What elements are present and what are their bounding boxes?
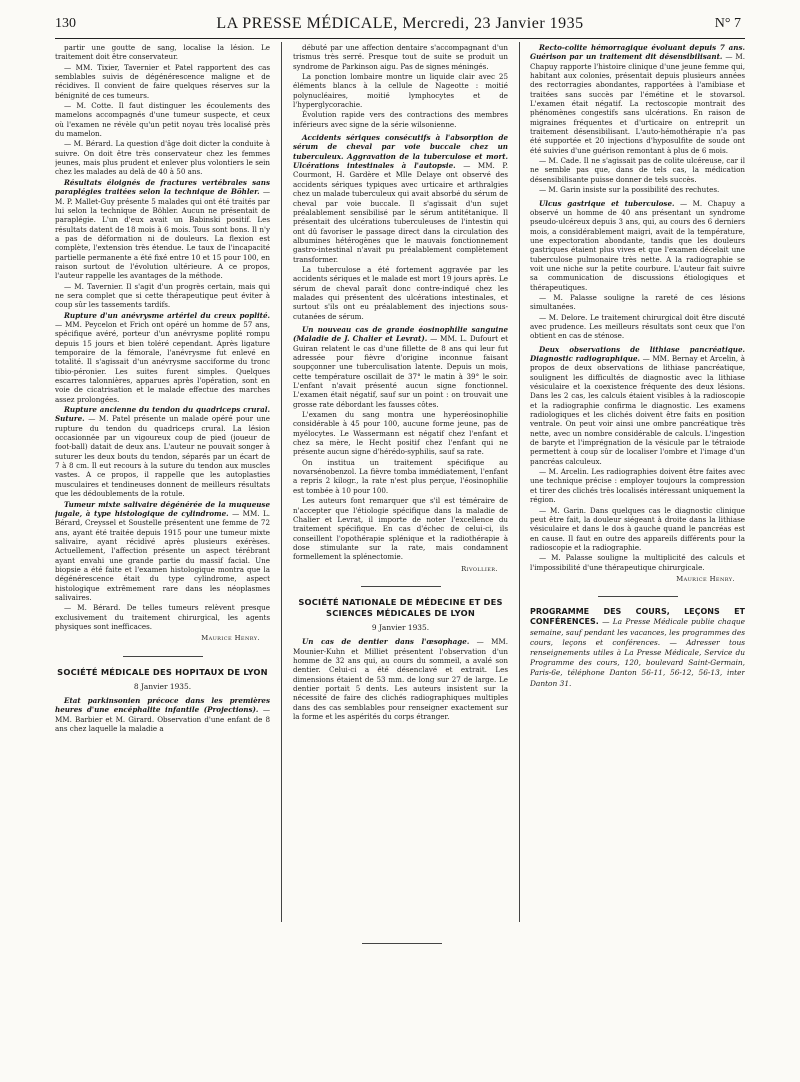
- section-title: SOCIÉTÉ NATIONALE DE MÉDECINE ET DES SCIENCES MÉDICALES DE LYON: [298, 596, 503, 618]
- journal-title: LA PRESSE MÉDICALE, Mercredi, 23 Janvier 1935: [216, 15, 584, 32]
- article-heading: Un nouveau cas de grande éosinophilie sanguine (Maladie de J. Chalier et Levrat).: [293, 324, 508, 344]
- divider: [598, 596, 678, 597]
- page-number: 130: [55, 16, 76, 31]
- section-date: 9 Janvier 1935.: [371, 622, 430, 632]
- paragraph: débuté par une affection dentaire s'accompagnant d'un trismus très serré. Presque tout de suite se produit un syndrome de Parkinson aigu. Pas de signes méningés.: [293, 43, 508, 71]
- article-heading: Ulcus gastrique et tuberculose.: [539, 198, 675, 208]
- paragraph: — M. Garin. Dans quelques cas le diagnostic clinique peut être fait, la douleur siégeant à droite dans la lithiase vésiculaire et dans le dos à gauche quand le pancréas est en cause. Il faut en outre des appareils différents pour la radioscopie et la radiographie.: [530, 505, 745, 552]
- program-heading: PROGRAMME DES COURS, LEÇONS ET CONFÉRENCES.: [530, 607, 745, 627]
- paragraph: — M. Bérard. De telles tumeurs relèvent presque exclusivement du traitement chirurgical, les agents physiques sont inefficaces.: [55, 603, 270, 631]
- paragraph: — M. Delore. Le traitement chirurgical doit être discuté avec prudence. Les meilleurs résultats sont ceux que l'on obtient en cas de sténose.: [530, 312, 745, 341]
- author-signature: Maurice Henry.: [201, 634, 260, 643]
- article-heading: Etat parkinsonien précoce dans les premières heures d'une encéphalite infantile (Projections).: [55, 696, 270, 715]
- paragraph: On institua un traitement spécifique au novarsénobenzol. La fièvre tomba immédiatement, l'enfant a repris 2 kilogr., la rate n'est plus perçue, l'éosinophilie est tombée à 10 pour 100.: [293, 457, 508, 495]
- article-heading: Rupture ancienne du tendon du quadriceps crural. Suture.: [55, 405, 270, 424]
- author-signature: Maurice Henry.: [676, 574, 735, 583]
- page-header: [55, 14, 745, 39]
- paragraph: — M. Chapuy a observé un homme de 40 ans présentant un syndrome pseudo-ulcéreux depuis 3 ans, qui, au cours des 6 derniers mois, a considérablement maigri, avait de la température, une expectoration abondante, tandis que les douleurs gastriques étaient plus vives et que l'examen décelait une tuberculose pulmonaire très nette. A la radiographie se voit une niche sur la petite courbure. L'auteur fait suivre sa communication de discussions étiologiques et thérapeutiques.: [530, 198, 745, 292]
- article-heading: Accidents sériques consécutifs à l'absorption de sérum de cheval par voie buccale chez un tuberculeux. Aggravation de la tuberculose et mort. Ulcérations intestinales à l'autopsie.: [293, 133, 508, 171]
- paragraph: — MM. L. Dufourt et Guiran relatent le cas d'une fillette de 8 ans qui leur fut adressée pour fièvre d'origine inconnue faisant soupçonner une tuberculisation latente. Depuis un mois, cette température oscillait de 37° le matin à 39° le soir. L'enfant n'avait présenté aucun signe fonctionnel. L'examen était négatif, sauf sur un point : on trouvait une grosse rate débordant les fausses côtes.: [293, 334, 508, 409]
- article-heading: Deux observations de lithiase pancréatique. Diagnostic radiographique.: [530, 344, 745, 363]
- paragraph: — M. Arcelin. Les radiographies doivent être faites avec une technique précise : employer toujours la compression et tirer des clichés très localisés intéressant uniquement la région.: [530, 467, 745, 505]
- divider: [361, 586, 441, 587]
- author-signature: Rivollier.: [461, 564, 498, 573]
- paragraph: — M. Cotte. Il faut distinguer les écoulements des mamelons accompagnés d'une tumeur suspecte, et ceux où l'examen ne révèle qu'un petit noyau très localisé près du mamelon.: [55, 101, 270, 139]
- column-rule-right: [519, 42, 520, 922]
- article-heading: Rupture d'un anévrysme artériel du creux poplité.: [64, 310, 270, 320]
- paragraph: partir une goutte de sang, localise la lésion. Le traitement doit être conservateur.: [55, 43, 270, 62]
- section-date: 8 Janvier 1935.: [133, 681, 192, 691]
- paragraph: — M. Bérard. La question d'âge doit dicter la conduite à suivre. On doit être très conservateur chez les femmes jeunes, mais plus prudent et enlever plus volontiers le sein chez les malades au delà de 40 à 50 ans.: [55, 139, 270, 177]
- paragraph: Les auteurs font remarquer que s'il est téméraire de n'accepter que l'étiologie spécifique dans la maladie de Chalier et Levrat, il importe de noter l'excellence du traitement spécifique. En cas d'échec de celui-ci, ils conseillent l'opothérapie splénique et la radiothérapie à dose stimulante sur la rate, mais condamnent formellement la splénectomie.: [293, 496, 508, 562]
- article-heading: Recto-colite hémorragique évoluant depuis 7 ans. Guérison par un traitement dit désensibilisant.: [530, 43, 745, 62]
- paragraph: — MM. Barbier et M. Girard. Observation d'une enfant de 8 ans chez laquelle la maladie a: [55, 705, 270, 734]
- paragraph: — MM. P. Courmont, H. Gardère et Mlle Delaye ont observé des accidents sériques typiques avec urticaire et arthralgies chez un malade tuberculeux qui avait absorbé du sérum de cheval par voie buccale. Il s'agissait d'un sujet préalablement sensibilisé par le sérum antitétanique. Il présentait des ulcérations tuberculeuses de l'intestin qui ont dû favoriser le passage direct dans la circulation des albumines hétérogènes que le mauvais fonctionnement gastro-intestinal n'avait pu préalablement complètement transformer.: [293, 161, 508, 264]
- issue-number: N° 7: [714, 16, 741, 31]
- column-right: [530, 43, 745, 1043]
- paragraph: — MM. Bernay et Arcelin, à propos de deux observations de lithiase pancréatique, soulignent les difficultés de diagnostic avec la lithiase vésiculaire et la coexistence fréquente des deux lésions. Dans les 2 cas, les calculs étaient visibles à la radioscopie et la radiographie confirma le diagnostic. Les examens radiologiques et les clichés doivent être faits en position ventrale. On peut voir ainsi une ombre pancréatique très nette, avec un nombre considérable de calculs. L'ingestion de baryte et l'imprégnation de la vésicule par le tétraiode permettent à coup sûr de localiser l'ombre et l'image d'un pancréas calculeux.: [530, 354, 745, 466]
- paragraph: — M. Cade. Il ne s'agissait pas de colite ulcéreuse, car il ne semble pas que, dans de tels cas, la médication désensibilisante puisse donner de tels succès.: [530, 156, 745, 184]
- program-text: — La Presse Médicale publie chaque semaine, sauf pendant les vacances, les programmes des cours, leçons et conférences. — Adresser tous renseignements utiles à La Presse Médicale, Service du Programme des cours, 120, boulevard Saint-Germain, Paris-6e, téléphone Danton 56-11, 56-12, 56-13, inter Danton 31.: [530, 617, 745, 688]
- divider: [123, 656, 203, 657]
- paragraph: — MM. Mounier-Kuhn et Milliet présentent l'observation d'un homme de 32 ans qui, au cours du sommeil, a avalé son dentier. Celui-ci a été désenclavé et extrait. Les dimensions étaient de 53 mm. de long sur 27 de large. Le dentier portait 5 dents. Les auteurs insistent sur la nécessité de faire des clichés radiographiques multiples dans des cas semblables pour renseigner exactement sur la forme et les aspérités du corps étranger.: [293, 637, 508, 721]
- article-heading: Tumeur mixte salivaire dégénérée de la muqueuse jugale, à type histologique de cylindrome.: [55, 499, 270, 518]
- column-middle: [293, 43, 508, 1043]
- paragraph: — M. Tavernier. Il s'agit d'un progrès certain, mais qui ne sera complet que si cette thérapeutique peut éviter à coup sûr les tassements tardifs.: [55, 281, 270, 310]
- paragraph: — MM. Tixier, Tavernier et Patel rapportent des cas semblables suivis de dégénérescence maligne et de récidives. Il convient de faire quelques réserves sur la bénignité de ces tumeurs.: [55, 62, 270, 100]
- paragraph: — M. Garin insiste sur la possibilité des rechutes.: [539, 185, 720, 195]
- paragraph: — MM. Peycelon et Frich ont opéré un homme de 57 ans, spécifique avéré, porteur d'un anévrysme poplité rompu depuis 15 jours et bien toléré cependant. Après ligature temporaire de la fémorale, l'anévrysme fut enlevé en totalité. Il s'agissait d'un anévrysme sacciforme du tronc tibio-péronier. Les suites furent simples. Quelques escarres talonnières, apparues après l'opération, sont en voie de cicatrisation et le malade effectue des marches assez prolongées.: [55, 319, 270, 404]
- paragraph: Évolution rapide vers des contractions des membres inférieurs avec signe de la série wilsonienne.: [293, 110, 508, 129]
- article-heading: Résultats éloignés de fractures vertébrales sans paraplégies traitées selon la technique de Böhler.: [55, 177, 270, 197]
- article-heading: Un cas de dentier dans l'œsophage.: [302, 637, 470, 647]
- paragraph: La tuberculose a été fortement aggravée par les accidents sériques et le malade est mort 19 jours après. Le sérum de cheval paraît donc contre-indiqué chez les malades qui présentent des ulcérations intestinales, et surtout s'ils ont eu préalablement des injections sous-cutanées de sérum.: [293, 264, 508, 321]
- paragraph: La ponction lombaire montre un liquide clair avec 25 éléments blancs à la cellule de Nageotte : moitié polynucléaires, moitié lymphocytes et de l'hyperglycorachie.: [293, 72, 508, 110]
- bottom-divider: [362, 943, 442, 944]
- column-rule-left: [281, 42, 282, 922]
- section-title: SOCIÉTÉ MÉDICALE DES HOPITAUX DE LYON: [57, 666, 268, 677]
- paragraph: — M. Palasse souligne la rareté de ces lésions simultanées.: [530, 292, 745, 312]
- paragraph: — M. Chapuy rapporte l'histoire clinique d'une jeune femme qui, habitant aux colonies, présentait depuis plusieurs années des rectorragies abondantes, rapportées à l'amibiase et traitées sans succès par l'émétine et le stovarsol. L'examen était négatif. La rectoscopie montrait des phénomènes congestifs sans ulcérations. En raison de migraines fréquentes et d'urticaire on entreprit un traitement désensibilisant. L'auto-hémothérapie n'a pas été supportée et 20 injections d'hyposulfite de soude ont été suivies d'une guérison remontant à plus de 6 mois.: [530, 52, 745, 155]
- paragraph: L'examen du sang montra une hyperéosinophilie considérable à 45 pour 100, aucune forme jeune, pas de myélocytes. Le Wassermann est négatif chez l'enfant et chez sa mère, le Hecht positif chez l'enfant qui ne présente aucun signe d'hérédo-syphilis, sauf sa rate.: [293, 410, 508, 457]
- paragraph: — M. Palasse souligne la multiplicité des calculs et l'impossibilité d'une thérapeutique chirurgicale.: [530, 553, 745, 572]
- column-left: [55, 43, 270, 1043]
- paragraph: — M. Patel présente un malade opéré pour une rupture du tendon du quadriceps crural. La lésion occasionnée par un vigoureux coup de pied (joueur de foot-ball) datait de deux ans. L'auteur ne pouvait songer à suturer les deux bouts du tendon, séparés par un écart de 7 à 8 cm. Il eut recours à la suture du tendon aux muscles vastes. A ce propos, il rappelle que les autoplasties musculaires et tendineuses donnent de meilleurs résultats que les dédoublements de la rotule.: [55, 414, 270, 499]
- paragraph: — M. P. Mallet-Guy présente 5 malades qui ont été traités par lui selon la technique de Böhler. Aucun ne présentait de paraplégie. L'un d'eux avait un Babinski positif. Les résultats datent de 18 mois à 6 mois. Tous sont bons. Il n'y a pas de déformation ni de douleurs. La flexion est complète, l'extension très étendue. Le taux de l'incapacité partielle permanente a été fixé entre 10 et 15 pour 100, en raison surtout de l'évolution ultérieure. A ce propos, l'auteur rappelle les avantages de la méthode.: [55, 187, 270, 281]
- paragraph: — MM. L. Bérard, Creyssel et Soustelle présentent une femme de 72 ans, ayant été traitée depuis 1915 pour une tumeur mixte salivaire, ayant récidivé après plusieurs exérèses. Actuellement, l'affection présente un aspect térébrant ayant envahi une grande partie du massif facial. Une biopsie a été faite et l'examen histologique montra que la dégénérescence était du type cylindrome, aspect histologique extrêmement rare dans les néoplasmes salivaires.: [55, 508, 270, 602]
- program-notice: [530, 607, 745, 689]
